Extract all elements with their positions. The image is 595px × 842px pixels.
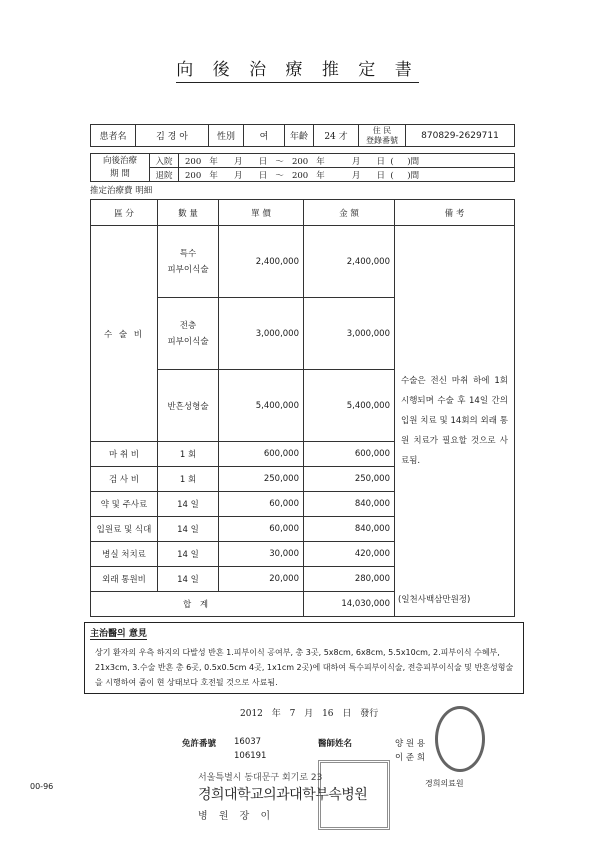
admit-period: 200 年 月 日 ～ 200 年 月 日 ( )間	[179, 154, 515, 168]
amount-cell: 250,000	[304, 467, 395, 492]
patient-name: 김 경 아	[136, 125, 209, 147]
amount-cell: 840,000	[304, 517, 395, 542]
form-code: 00-96	[30, 782, 54, 791]
hospital-director: 병 원 장 이	[198, 811, 275, 822]
unit-cell: 600,000	[219, 442, 304, 467]
unit-cell: 60,000	[219, 492, 304, 517]
reg-label	[359, 125, 406, 147]
surgery-item-2-line1: 전층	[179, 320, 197, 331]
unit-cell: 60,000	[219, 517, 304, 542]
qty-cell	[158, 298, 219, 370]
amount-cell: 3,000,000	[304, 298, 395, 370]
surgery-item-1-line1: 특수	[179, 248, 197, 259]
surgery-item-1-line2: 피부이식술	[167, 264, 209, 275]
row-label: 입원료 및 식대	[91, 517, 158, 542]
qty-cell: 14 일	[158, 517, 219, 542]
opinion-text: 상기 환자의 우측 하지의 다발성 반흔 1.피부이식 공여부, 총 3곳, 5x8cm, 6x8cm, 5.5x10cm, 2.피부이식 수혜부, 21x3cm, 3.수술 반흔 총 6곳, 0.5x0.5cm 4곳, 1x1cm 2곳)에 대하여 특수피부이식술, 전층피부이식술 및 반흔성형술을 시행하여 줌이 현 상태보다 호전될 것으로 사료됨.	[95, 648, 514, 687]
patient-sex: 여	[244, 125, 285, 147]
header-remarks: 備 考	[395, 200, 515, 226]
period-label	[91, 154, 150, 182]
period-label-bottom: 期 間	[110, 168, 130, 179]
surgery-label: 수 술 비	[91, 226, 158, 442]
amount-cell: 5,400,000	[304, 370, 395, 442]
qty-cell: 1 회	[158, 442, 219, 467]
qty-cell	[158, 226, 219, 298]
reg-label-bottom: 登錄番號	[366, 135, 398, 145]
sex-label: 性別	[209, 125, 244, 147]
qty-cell: 14 일	[158, 492, 219, 517]
hospital-name: 경희대학교의과대학부속병원	[198, 787, 368, 803]
period-table	[90, 153, 515, 182]
amount-cell: 600,000	[304, 442, 395, 467]
table-header-row	[91, 200, 515, 226]
header-unit: 單 價	[219, 200, 304, 226]
amount-cell: 420,000	[304, 542, 395, 567]
qty-cell: 14 일	[158, 542, 219, 567]
breakdown-title: 推定治療費 明細	[90, 186, 153, 196]
amount-cell: 2,400,000	[304, 226, 395, 298]
hospital-address: 서울특별시 동대문구 회기로 23	[198, 773, 323, 783]
row-label: 병실 처치료	[91, 542, 158, 567]
row-label: 검 사 비	[91, 467, 158, 492]
patient-info-table	[90, 124, 515, 147]
age-label: 年齡	[285, 125, 314, 147]
unit-cell: 250,000	[219, 467, 304, 492]
total-amount: 14,030,000	[304, 592, 395, 617]
amount-cell: 840,000	[304, 492, 395, 517]
amount-cell: 280,000	[304, 567, 395, 592]
opinion-title: 主治醫의 意見	[90, 626, 147, 640]
doctor-name-2: 이 준 희	[395, 753, 426, 763]
cost-table	[90, 199, 515, 617]
row-label: 마 취 비	[91, 442, 158, 467]
row-label: 약 및 주사료	[91, 492, 158, 517]
unit-cell: 30,000	[219, 542, 304, 567]
admit-label: 入院	[150, 154, 179, 168]
unit-cell: 5,400,000	[219, 370, 304, 442]
discharge-period: 200 年 月 日 ～ 200 年 月 日 ( )間	[179, 168, 515, 182]
remarks-text: 수술은 전신 마취 하에 1회 시행되며 수술 후 14일 간의 입원 치료 및 14회의 외래 통원 치료가 필요할 것으로 사료됨.	[401, 376, 508, 466]
reg-label-top: 住 民	[372, 125, 392, 135]
remarks-cell	[395, 226, 515, 617]
row-label: 외래 통원비	[91, 567, 158, 592]
issue-date: 2012 年 7 月 16 日 發行	[240, 709, 379, 719]
doctor-name-1: 양 원 용	[395, 739, 426, 749]
patient-age: 24 才	[314, 125, 359, 147]
header-amount: 金 額	[304, 200, 395, 226]
unit-cell: 3,000,000	[219, 298, 304, 370]
period-label-top: 向後治療	[102, 155, 137, 166]
header-qty: 數 量	[158, 200, 219, 226]
doctor-label: 醫師姓名	[318, 739, 353, 749]
qty-cell: 14 일	[158, 567, 219, 592]
unit-cell: 2,400,000	[219, 226, 304, 298]
qty-cell: 반흔성형술	[158, 370, 219, 442]
document-title: 向 後 治 療 推 定 書	[0, 55, 595, 80]
qty-cell: 1 회	[158, 467, 219, 492]
license-number-2: 106191	[234, 751, 267, 761]
name-label: 患者名	[91, 125, 136, 147]
doctor-seal	[435, 706, 485, 772]
header-category: 區 分	[91, 200, 158, 226]
surgery-item-2-line2: 피부이식술	[167, 336, 209, 347]
hospital-short-name: 경희의료원	[425, 779, 464, 788]
total-in-words: (일천사백삼만원정)	[398, 595, 471, 605]
license-label: 免許番號	[182, 739, 217, 749]
discharge-label: 退院	[150, 168, 179, 182]
table-row	[91, 226, 515, 298]
hospital-seal	[318, 760, 390, 830]
license-number-1: 16037	[234, 737, 262, 747]
unit-cell: 20,000	[219, 567, 304, 592]
doctor-opinion-box	[84, 622, 524, 694]
registration-number: 870829-2629711	[406, 125, 515, 147]
total-label: 합 계	[91, 592, 304, 617]
